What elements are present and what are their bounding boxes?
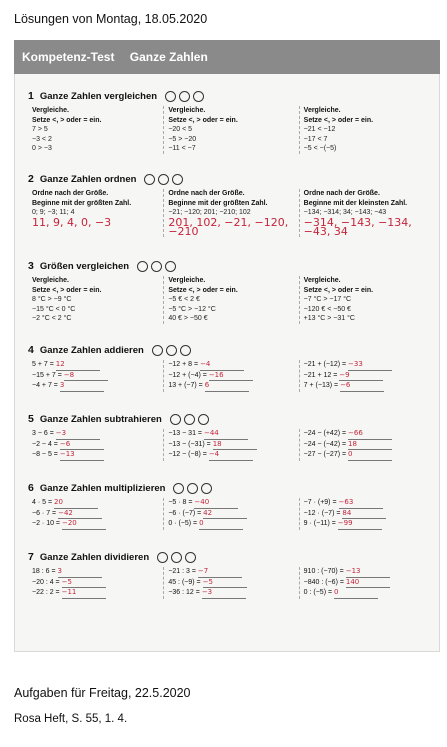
- task-row: −5 · 8 = −40: [168, 498, 294, 509]
- happy-face-icon: [172, 174, 183, 185]
- handwritten-answer: −44: [204, 429, 248, 440]
- task-row: −20 < 5: [168, 126, 193, 133]
- task-row: 5 + 7 = 12: [32, 360, 159, 371]
- sad-face-icon: [144, 174, 155, 185]
- section-columns: [28, 106, 434, 154]
- happy-face-icon: [201, 483, 212, 494]
- task-row: −8 − 5 = −13: [32, 450, 159, 461]
- section-title: [28, 413, 434, 425]
- task-row: 0 : (−5) = 0: [304, 588, 430, 599]
- task-row: −17 < 7: [303, 135, 328, 143]
- task-row: −5 > −20: [168, 135, 197, 143]
- handwritten-answer: −20: [62, 519, 106, 530]
- task-row: −7 · (+9) = −63: [304, 498, 430, 509]
- section-title: [28, 482, 434, 494]
- task-row: −20 : 4 = −5: [32, 578, 159, 589]
- section-dividieren: [28, 551, 434, 599]
- task-row: −36 : 12 = −3: [168, 588, 294, 599]
- section-columns: [28, 498, 434, 530]
- handwritten-answer: 3: [60, 381, 104, 392]
- handwritten-answer: 11, 9, 4, 0, −3: [32, 215, 112, 229]
- instruction: Setze <, > oder = ein.: [168, 116, 238, 124]
- section-vergleichen: [28, 90, 434, 154]
- task-row: −7 °C > −17 °C: [303, 296, 352, 303]
- neutral-face-icon: [179, 91, 190, 102]
- task-row: −5 °C > −12 °C: [168, 305, 216, 313]
- section-number: 3: [28, 260, 34, 272]
- handwritten-answer: −8: [64, 371, 108, 382]
- column-1: [28, 106, 163, 154]
- column-1: [28, 189, 163, 237]
- handwritten-answer: −11: [62, 588, 106, 599]
- task-row: 9 · (−11) = −99: [304, 519, 430, 530]
- column-3: [299, 567, 434, 599]
- sad-face-icon: [165, 91, 176, 102]
- section-title: [28, 551, 434, 563]
- task-row: −21 + (−12) = −33: [304, 360, 430, 371]
- instruction: Vergleiche.: [32, 277, 69, 284]
- section-groessen: [28, 260, 434, 324]
- happy-face-icon: [185, 552, 196, 563]
- column-1: [28, 429, 163, 461]
- handwritten-answer: −66: [348, 429, 392, 440]
- handwritten-answer: 0: [199, 519, 243, 530]
- rating-faces: [157, 552, 196, 563]
- worksheet-scan: [14, 40, 440, 652]
- handwritten-answer: 18: [213, 440, 257, 451]
- task-row: −24 − (+42) = −66: [304, 429, 430, 440]
- column-3: [299, 276, 434, 324]
- section-ordnen: [28, 173, 434, 237]
- rating-faces: [170, 414, 209, 425]
- column-2: [163, 498, 298, 530]
- neutral-face-icon: [171, 552, 182, 563]
- instruction: Beginne mit der größten Zahl.: [168, 199, 268, 207]
- column-1: [28, 567, 163, 599]
- handwritten-answer: −42: [58, 509, 102, 520]
- neutral-face-icon: [187, 483, 198, 494]
- handwritten-answer: 84: [342, 509, 386, 520]
- section-columns: [28, 189, 434, 237]
- sad-face-icon: [170, 414, 181, 425]
- column-3: [299, 360, 434, 392]
- task-row: −2 °C < 2 °C: [32, 315, 72, 322]
- task-row: −12 + 8 = −4: [168, 360, 294, 371]
- task-row: −12 − (−8) = −4: [168, 450, 294, 461]
- handwritten-answer: −5: [62, 578, 106, 589]
- section-heading: Größen vergleichen: [39, 260, 130, 272]
- section-heading: Ganze Zahlen ordnen: [39, 173, 137, 185]
- section-columns: [28, 276, 434, 324]
- task-row: 7 + (−13) = −6: [304, 381, 430, 392]
- handwritten-answer: 42: [203, 509, 247, 520]
- rating-faces: [152, 345, 191, 356]
- handwritten-answer: 201, 102, −21, −120, −210: [168, 215, 289, 238]
- neutral-face-icon: [151, 261, 162, 272]
- column-3: [299, 498, 434, 530]
- column-2: [163, 567, 298, 599]
- handwritten-answer: −5: [203, 578, 247, 589]
- task-row: −2 − 4 = −6: [32, 440, 159, 451]
- task-row: 7 > 5: [32, 126, 48, 133]
- task-row: −134; −314; 34; −143; −43: [303, 209, 387, 216]
- task-row: −22 : 2 = −11: [32, 588, 159, 599]
- section-heading: Ganze Zahlen dividieren: [39, 551, 150, 563]
- handwritten-answer: −7: [198, 567, 242, 578]
- handwritten-answer: 140: [346, 578, 390, 589]
- handwritten-answer: 12: [56, 360, 100, 371]
- column-2: [163, 189, 298, 237]
- task-row: −2 · 10 = −20: [32, 519, 159, 530]
- happy-face-icon: [198, 414, 209, 425]
- instruction: Setze <, > oder = ein.: [303, 116, 374, 124]
- handwritten-answer: −3: [202, 588, 246, 599]
- column-2: [163, 106, 298, 154]
- sad-face-icon: [157, 552, 168, 563]
- column-3: [299, 189, 434, 237]
- task-row: −3 < 2: [32, 135, 52, 143]
- column-1: [28, 360, 163, 392]
- section-title: [28, 260, 434, 272]
- task-row: −13 − (−31) = 18: [168, 440, 294, 451]
- handwritten-answer: −33: [348, 360, 392, 371]
- instruction: Vergleiche.: [168, 107, 206, 114]
- handwritten-answer: −63: [339, 498, 383, 509]
- happy-face-icon: [193, 91, 204, 102]
- section-number: 1: [28, 90, 34, 102]
- instruction: Ordne nach der Größe.: [303, 190, 380, 197]
- column-3: [299, 429, 434, 461]
- sad-face-icon: [173, 483, 184, 494]
- section-columns: [28, 567, 434, 599]
- task-row: −21; −120; 201; −210; 102: [168, 209, 251, 216]
- rating-faces: [137, 261, 176, 272]
- rating-faces: [165, 91, 204, 102]
- task-row: 4 · 5 = 20: [32, 498, 159, 509]
- handwritten-answer: −13: [60, 450, 104, 461]
- task-row: 45 : (−9) = −5: [168, 578, 294, 589]
- section-number: 2: [28, 173, 34, 185]
- task-row: −21 < −12: [303, 126, 336, 133]
- neutral-face-icon: [158, 174, 169, 185]
- section-title: [28, 344, 434, 356]
- task-row: 8 °C > −9 °C: [32, 296, 72, 303]
- task-row: −840 : (−6) = 140: [304, 578, 430, 589]
- instruction: Beginne mit der größten Zahl.: [32, 199, 132, 207]
- worksheet-title-bar: [14, 40, 440, 74]
- instruction: Setze <, > oder = ein.: [303, 286, 374, 294]
- handwritten-answer: −4: [209, 450, 253, 461]
- task-row: −27 − (−27) = 0: [304, 450, 430, 461]
- homework-assignment: Rosa Heft, S. 55, 1. 4.: [14, 713, 128, 725]
- handwritten-answer: 18: [348, 440, 392, 451]
- task-row: −5 € < 2 €: [168, 296, 200, 303]
- section-multiplizieren: [28, 482, 434, 530]
- section-subtrahieren: [28, 413, 434, 461]
- task-row: −15 °C < 0 °C: [32, 305, 76, 313]
- task-row: −12 + (−4) = −16: [168, 371, 294, 382]
- column-2: [163, 429, 298, 461]
- section-heading: Ganze Zahlen vergleichen: [39, 90, 158, 102]
- column-2: [163, 276, 298, 324]
- instruction: Vergleiche.: [303, 107, 341, 114]
- task-row: 13 + (−7) = 6: [168, 381, 294, 392]
- worksheet-title-right: Ganze Zahlen: [129, 50, 208, 64]
- neutral-face-icon: [184, 414, 195, 425]
- handwritten-answer: 6: [205, 381, 249, 392]
- worksheet-title: [22, 50, 220, 64]
- task-row: −13 − 31 = −44: [168, 429, 294, 440]
- task-row: 0 · (−5) = 0: [168, 519, 294, 530]
- task-row: 0 > −3: [32, 145, 52, 152]
- instruction: Setze <, > oder = ein.: [32, 116, 102, 124]
- instruction: Ordne nach der Größe.: [32, 190, 109, 197]
- instruction: Beginne mit der kleinsten Zahl.: [303, 199, 408, 207]
- section-title: [28, 90, 434, 102]
- task-row: 910 : (−70) = −13: [304, 567, 430, 578]
- handwritten-answer: −16: [209, 371, 253, 382]
- handwritten-answer: −6: [340, 381, 384, 392]
- section-addieren: [28, 344, 434, 392]
- sad-face-icon: [152, 345, 163, 356]
- rating-faces: [173, 483, 212, 494]
- task-row: 0; 9; −3; 11; 4: [32, 209, 75, 216]
- task-row: −24 − (−42) = 18: [304, 440, 430, 451]
- handwritten-answer: −13: [346, 567, 390, 578]
- instruction: Setze <, > oder = ein.: [168, 286, 238, 294]
- section-heading: Ganze Zahlen addieren: [39, 344, 144, 356]
- handwritten-answer: 0: [348, 450, 392, 461]
- homework-heading: Aufgaben für Freitag, 22.5.2020: [14, 686, 191, 700]
- section-number: 7: [28, 551, 34, 563]
- section-heading: Ganze Zahlen multiplizieren: [39, 482, 166, 494]
- instruction: Ordne nach der Größe.: [168, 190, 245, 197]
- rating-faces: [144, 174, 183, 185]
- section-number: 6: [28, 482, 34, 494]
- column-1: [28, 498, 163, 530]
- section-columns: [28, 429, 434, 461]
- handwritten-answer: 3: [58, 567, 102, 578]
- happy-face-icon: [180, 345, 191, 356]
- task-row: −11 < −7: [168, 145, 196, 152]
- happy-face-icon: [165, 261, 176, 272]
- column-1: [28, 276, 163, 324]
- handwritten-answer: 0: [334, 588, 378, 599]
- handwritten-answer: −9: [339, 371, 383, 382]
- section-title: [28, 173, 434, 185]
- handwritten-answer: −99: [338, 519, 382, 530]
- section-number: 4: [28, 344, 34, 356]
- task-row: 40 € > −50 €: [168, 315, 208, 322]
- task-row: +13 °C > −31 °C: [303, 315, 355, 322]
- task-row: −6 · 7 = −42: [32, 509, 159, 520]
- task-row: −21 + 12 = −9: [304, 371, 430, 382]
- task-row: −12 · (−7) = 84: [304, 509, 430, 520]
- instruction: Vergleiche.: [303, 277, 341, 284]
- handwritten-answer: −314, −143, −134, −43, 34: [303, 215, 412, 238]
- instruction: Vergleiche.: [168, 277, 206, 284]
- neutral-face-icon: [166, 345, 177, 356]
- task-row: 18 : 6 = 3: [32, 567, 159, 578]
- handwritten-answer: −6: [60, 440, 104, 451]
- column-2: [163, 360, 298, 392]
- section-heading: Ganze Zahlen subtrahieren: [39, 413, 162, 425]
- page-title: Lösungen von Montag, 18.05.2020: [14, 12, 208, 26]
- worksheet-title-left: Kompetenz-Test: [22, 50, 115, 64]
- task-row: −15 + 7 = −8: [32, 371, 159, 382]
- task-row: −120 € < −50 €: [303, 305, 351, 313]
- task-row: −5 < −(−5): [303, 145, 337, 152]
- section-number: 5: [28, 413, 34, 425]
- task-row: −4 + 7 = 3: [32, 381, 159, 392]
- task-row: −21 : 3 = −7: [168, 567, 294, 578]
- column-3: [299, 106, 434, 154]
- handwritten-answer: −4: [200, 360, 244, 371]
- sad-face-icon: [137, 261, 148, 272]
- handwritten-answer: 20: [54, 498, 98, 509]
- instruction: Setze <, > oder = ein.: [32, 286, 102, 294]
- section-columns: [28, 360, 434, 392]
- handwritten-answer: −3: [56, 429, 100, 440]
- handwritten-answer: −40: [194, 498, 238, 509]
- task-row: 3 − 6 = −3: [32, 429, 159, 440]
- instruction: Vergleiche.: [32, 107, 69, 114]
- task-row: −6 · (−7) = 42: [168, 509, 294, 520]
